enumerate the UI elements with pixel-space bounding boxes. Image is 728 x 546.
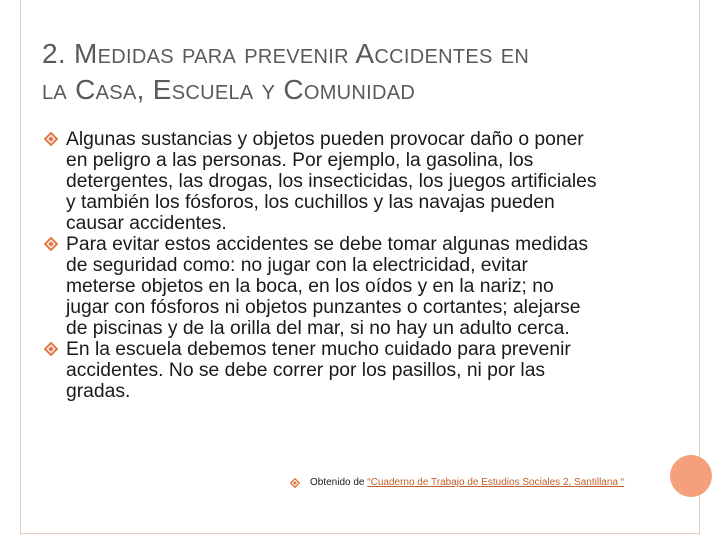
- source-link[interactable]: “Cuaderno de Trabajo de Estudios Sociales 2, Santillana “: [367, 477, 625, 488]
- diamond-bullet-icon: [290, 478, 300, 488]
- bullet-item-2: [44, 234, 664, 339]
- bullet-1-line-5: causar accidentes.: [66, 213, 227, 234]
- source-text: [310, 476, 624, 490]
- diamond-bullet-icon: [44, 342, 58, 356]
- bullet-2-line-2: de seguridad como: no jugar con la electricidad, evitar: [66, 255, 528, 276]
- diamond-bullet-icon: [44, 237, 58, 251]
- bullet-2-line-4: jugar con fósforos ni objetos punzantes o cortantes; alejarse: [66, 297, 581, 318]
- bullet-1-line-4: y también los fósforos, los cuchillos y las navajas pueden: [66, 192, 555, 213]
- slide-title: [42, 36, 642, 108]
- bullet-item-3: [44, 339, 664, 402]
- bullet-1-line-2: en peligro a las personas. Por ejemplo, la gasolina, los: [66, 150, 534, 171]
- diamond-bullet-icon: [44, 132, 58, 146]
- bullet-1-line-1: Algunas sustancias y objetos pueden provocar daño o poner: [66, 129, 584, 150]
- bullet-3-line-2: accidentes. No se debe correr por los pasillos, ni por las: [66, 360, 546, 381]
- bullet-3-line-3: gradas.: [66, 381, 131, 402]
- bullet-1-line-3: detergentes, las drogas, los insecticidas, los juegos artificiales: [66, 171, 597, 192]
- source-prefix: Obtenido de: [310, 477, 368, 488]
- bullet-2-line-5: de piscinas y de la orilla del mar, si no hay un adulto cerca.: [66, 318, 570, 339]
- bullet-2-line-3: meterse objetos en la boca, en los oídos y en la nariz; no: [66, 276, 554, 297]
- bullet-list: [44, 129, 664, 402]
- bullet-3-line-1: En la escuela debemos tener mucho cuidado para prevenir: [66, 339, 571, 360]
- title-line-2: la Casa, Escuela y Comunidad: [42, 74, 416, 105]
- bullet-item-1: [44, 129, 664, 234]
- accent-circle: [670, 455, 712, 497]
- bullet-2-line-1: Para evitar estos accidentes se debe tomar algunas medidas: [66, 234, 588, 255]
- title-line-1: 2. Medidas para prevenir Accidentes en: [42, 38, 530, 69]
